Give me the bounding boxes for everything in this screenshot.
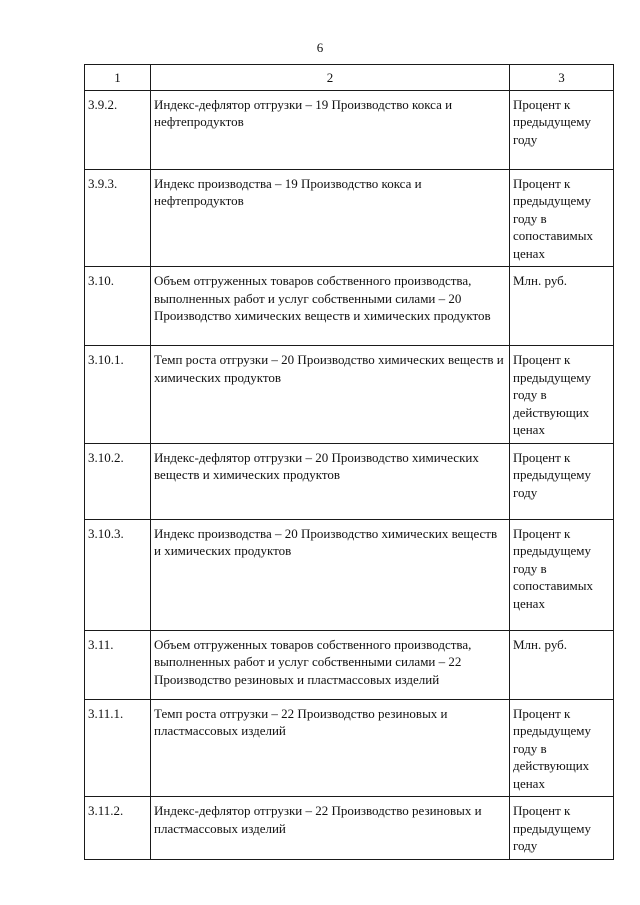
table-row bbox=[85, 169, 614, 267]
unit-of-measure: Млн. руб. bbox=[510, 630, 614, 699]
table-row bbox=[85, 699, 614, 797]
table-row bbox=[85, 346, 614, 444]
indicator-name: Темп роста отгрузки – 22 Производство резиновых и пластмассовых изделий bbox=[151, 699, 510, 797]
unit-of-measure: Млн. руб. bbox=[510, 267, 614, 346]
table-row bbox=[85, 519, 614, 630]
unit-of-measure: Процент к предыдущему году в действующих ценах bbox=[510, 699, 614, 797]
column-header-1: 1 bbox=[85, 65, 151, 91]
table-row bbox=[85, 797, 614, 860]
unit-of-measure: Процент к предыдущему году в действующих ценах bbox=[510, 346, 614, 444]
row-number: 3.10.1. bbox=[85, 346, 151, 444]
table-row bbox=[85, 90, 614, 169]
row-number: 3.11. bbox=[85, 630, 151, 699]
indicator-name: Темп роста отгрузки – 20 Производство химических веществ и химических продуктов bbox=[151, 346, 510, 444]
indicator-name: Индекс производства – 19 Производство кокса и нефтепродуктов bbox=[151, 169, 510, 267]
indicator-name: Объем отгруженных товаров собственного производства, выполненных работ и услуг собственными силами – 20 Производство химических веществ и химических продуктов bbox=[151, 267, 510, 346]
indicator-name: Индекс-дефлятор отгрузки – 20 Производство химических веществ и химических продуктов bbox=[151, 443, 510, 519]
indicator-name: Индекс-дефлятор отгрузки – 19 Производство кокса и нефтепродуктов bbox=[151, 90, 510, 169]
row-number: 3.10.2. bbox=[85, 443, 151, 519]
row-number: 3.9.3. bbox=[85, 169, 151, 267]
row-number: 3.10. bbox=[85, 267, 151, 346]
unit-of-measure: Процент к предыдущему году в сопоставимых ценах bbox=[510, 519, 614, 630]
unit-of-measure: Процент к предыдущему году bbox=[510, 90, 614, 169]
page-number: 6 bbox=[316, 40, 324, 55]
indicator-name: Индекс-дефлятор отгрузки – 22 Производство резиновых и пластмассовых изделий bbox=[151, 797, 510, 860]
unit-of-measure: Процент к предыдущему году в сопоставимых ценах bbox=[510, 169, 614, 267]
table-row bbox=[85, 267, 614, 346]
unit-of-measure: Процент к предыдущему году bbox=[510, 443, 614, 519]
table-row bbox=[85, 630, 614, 699]
row-number: 3.10.3. bbox=[85, 519, 151, 630]
unit-of-measure: Процент к предыдущему году bbox=[510, 797, 614, 860]
table-header-row bbox=[85, 65, 614, 91]
indicator-name: Индекс производства – 20 Производство химических веществ и химических продуктов bbox=[151, 519, 510, 630]
column-header-3: 3 bbox=[510, 65, 614, 91]
row-number: 3.11.1. bbox=[85, 699, 151, 797]
indicator-table bbox=[84, 64, 614, 860]
column-header-2: 2 bbox=[151, 65, 510, 91]
indicator-name: Объем отгруженных товаров собственного производства, выполненных работ и услуг собственными силами – 22 Производство резиновых и пластмассовых изделий bbox=[151, 630, 510, 699]
row-number: 3.11.2. bbox=[85, 797, 151, 860]
row-number: 3.9.2. bbox=[85, 90, 151, 169]
table-row bbox=[85, 443, 614, 519]
